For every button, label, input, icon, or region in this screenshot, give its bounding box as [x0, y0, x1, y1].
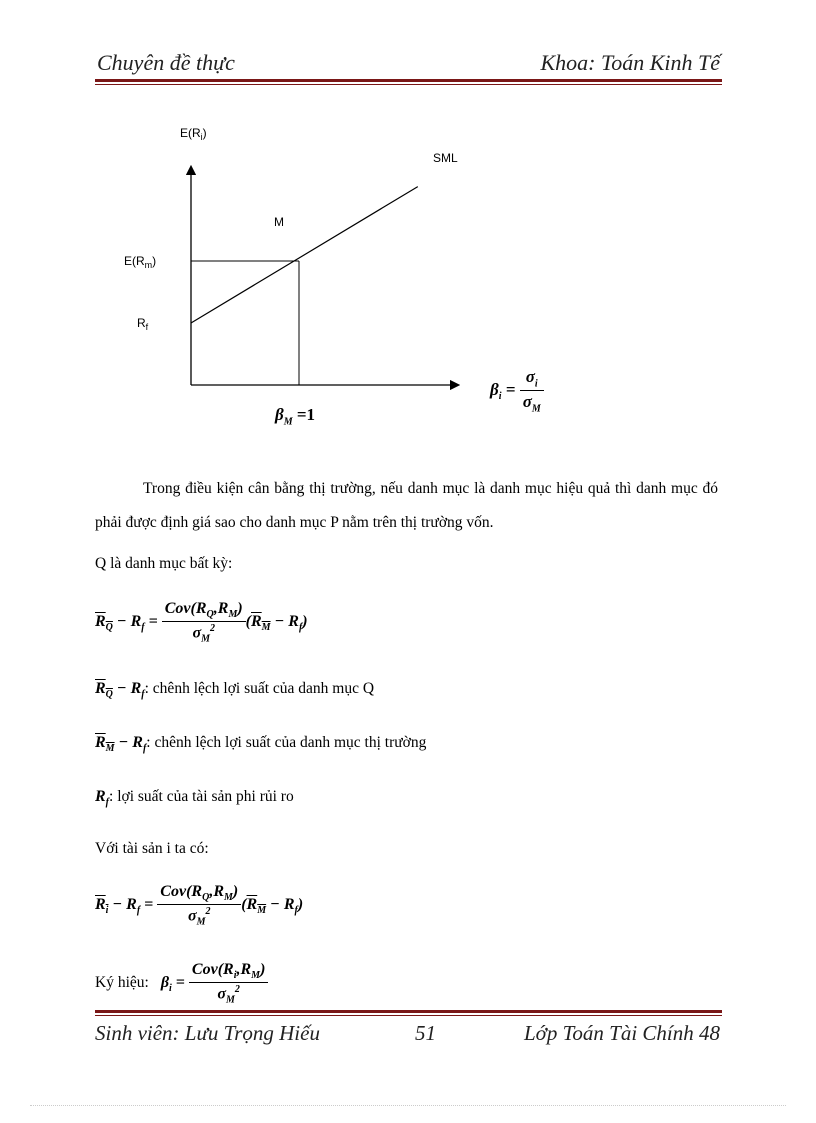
footer-student: Sinh viên: Lưu Trọng Hiếu — [95, 1021, 320, 1045]
bottom-dotted-border — [30, 1105, 786, 1106]
page-number: 51 — [415, 1021, 436, 1045]
definition-excess-m: $R_M - R_f$: chênh lệch lợi suất của danh mục thị trường — [95, 734, 427, 755]
footer-class: Lớp Toán Tài Chính 48 — [524, 1021, 720, 1045]
sml-chart — [100, 115, 470, 415]
header-rule — [95, 79, 722, 82]
beta-definition: $\beta_i$ = $\frac{\sigma_i}{\sigma_M}$ — [490, 367, 544, 415]
definition-excess-q: $R_Q - R_f$: chênh lệch lợi suất của danh mục Q — [95, 680, 375, 701]
definition-risk-free: $R_f$: lợi suất của tài sản phi rủi ro — [95, 788, 294, 809]
series-label: SML — [433, 151, 458, 165]
footer-rule — [95, 1010, 722, 1013]
notation-beta: Ký hiệu: $\beta_i$ = $\frac{Cov(R_i,R_M)}{\sigma_M^2}$ — [95, 961, 268, 1006]
footer-rule-thin — [95, 1015, 722, 1016]
header-right: Khoa: Toán Kinh Tế — [540, 50, 720, 75]
y-tick-rf: $R_f$ — [137, 316, 149, 332]
notation-label: Ký hiệu: — [95, 974, 149, 992]
header-rule-thin — [95, 84, 722, 85]
beta-m-label: $\beta_M =1$ — [275, 405, 316, 428]
equation-portfolio-q: $R_Q - R_f$ = $\frac{Cov(R_Q,R_M)}{\sigma_M^2}$ $(R_M - R_f)$ — [95, 600, 308, 645]
y-axis-label: $E(R_i)$ — [180, 126, 207, 142]
y-tick-market: $E(R_m)$ — [124, 254, 157, 270]
point-label: M — [274, 215, 284, 229]
header-left: Chuyên đề thực — [97, 50, 235, 75]
paragraph-equilibrium: Trong điều kiện cân bằng thị trường, nếu danh mục là danh mục hiệu quả thì danh mục đó phải được định giá sao cho danh mục P nằm trên thị trường vốn. — [95, 480, 718, 531]
line-portfolio-q: Q là danh mục bất kỳ: — [95, 555, 233, 572]
equation-asset-i: $R_i - R_f$ = $\frac{Cov(R_Q,R_M)}{\sigma_M^2}$ $(R_M - R_f)$ — [95, 883, 304, 928]
sml-line — [191, 187, 418, 323]
line-asset-i: Với tài sản i ta có: — [95, 840, 209, 857]
